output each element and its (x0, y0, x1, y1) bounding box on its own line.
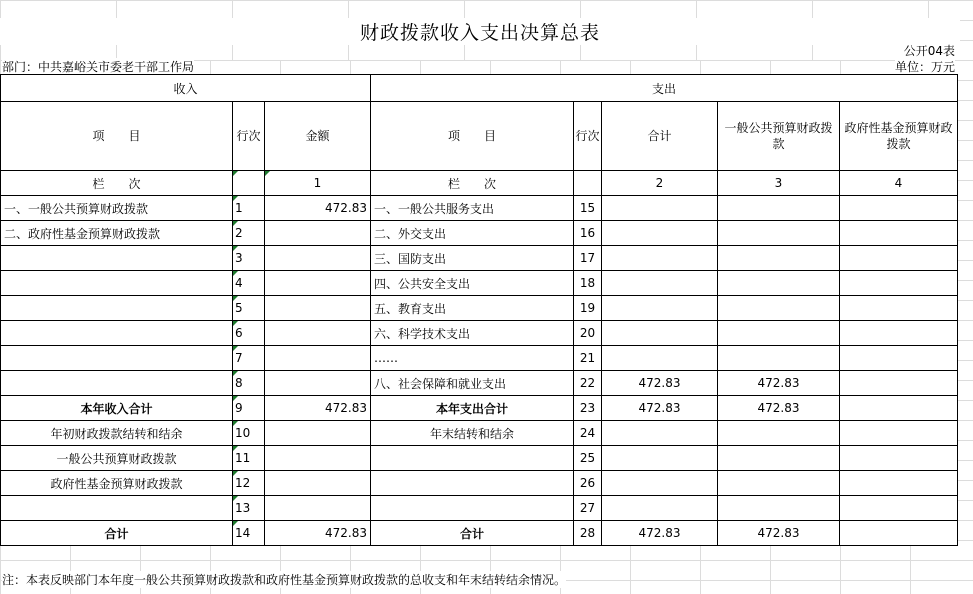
table-row (1, 221, 958, 246)
income-amount-cell[interactable] (265, 471, 371, 496)
income-item-cell[interactable] (1, 321, 233, 346)
table-row (1, 471, 958, 496)
expense-item-cell[interactable]: 四、公共安全支出 (371, 271, 574, 296)
income-item-cell[interactable]: 政府性基金预算财政拨款 (1, 471, 233, 496)
expense-item-cell[interactable]: 六、科学技术支出 (371, 321, 574, 346)
income-item-cell[interactable] (1, 246, 233, 271)
general-budget-cell[interactable]: 472.83 (718, 396, 840, 421)
gov-fund-cell[interactable] (840, 371, 958, 396)
table-row (1, 246, 958, 271)
expense-total-cell[interactable] (602, 271, 718, 296)
general-budget-cell[interactable]: 472.83 (718, 371, 840, 396)
income-item-cell[interactable]: 一般公共预算财政拨款 (1, 446, 233, 471)
expense-rowno-cell[interactable]: 16 (574, 221, 602, 246)
general-budget-cell[interactable] (718, 271, 840, 296)
expense-total-cell[interactable] (602, 346, 718, 371)
gov-fund-cell[interactable] (840, 496, 958, 521)
expense-rowno-header[interactable]: 行次 (574, 102, 602, 171)
income-amount-cell[interactable]: 472.83 (265, 196, 371, 221)
expense-total-cell[interactable]: 472.83 (602, 396, 718, 421)
income-amount-cell[interactable]: 472.83 (265, 521, 371, 546)
general-budget-cell[interactable] (718, 446, 840, 471)
gov-fund-cell[interactable] (840, 321, 958, 346)
income-amount-header[interactable]: 金额 (265, 102, 371, 171)
gov-fund-cell[interactable] (840, 346, 958, 371)
expense-rowno-cell[interactable]: 21 (574, 346, 602, 371)
table-row (1, 296, 958, 321)
table-row (1, 321, 958, 346)
column-index-2[interactable]: 2 (602, 171, 718, 196)
general-budget-cell[interactable] (718, 296, 840, 321)
expense-total-cell[interactable]: 472.83 (602, 371, 718, 396)
column-index-3[interactable]: 3 (718, 171, 840, 196)
income-amount-cell[interactable] (265, 346, 371, 371)
header-row-column-index (1, 171, 958, 196)
expense-rowno-cell[interactable]: 27 (574, 496, 602, 521)
expense-item-cell[interactable]: 三、国防支出 (371, 246, 574, 271)
form-number: 公开04表 (903, 44, 955, 58)
expense-item-cell[interactable] (371, 446, 574, 471)
gov-fund-cell[interactable] (840, 271, 958, 296)
expense-total-cell[interactable] (602, 246, 718, 271)
income-rowno-cell[interactable]: 3 (233, 246, 265, 271)
expense-column-label[interactable]: 栏 次 (371, 171, 574, 196)
general-budget-cell[interactable] (718, 471, 840, 496)
income-rowno-cell[interactable]: 12 (233, 471, 265, 496)
expense-item-cell[interactable]: 一、一般公共服务支出 (371, 196, 574, 221)
expense-rowno-cell[interactable]: 19 (574, 296, 602, 321)
column-index-4[interactable]: 4 (840, 171, 958, 196)
table-row (1, 196, 958, 221)
income-rowno-cell[interactable]: 6 (233, 321, 265, 346)
budget-table (0, 74, 958, 546)
income-amount-cell[interactable] (265, 446, 371, 471)
gov-fund-cell[interactable] (840, 396, 958, 421)
income-item-cell[interactable] (1, 346, 233, 371)
general-budget-cell[interactable] (718, 321, 840, 346)
income-rowno-cell[interactable]: 14 (233, 521, 265, 546)
income-item-cell[interactable]: 二、政府性基金预算财政拨款 (1, 221, 233, 246)
expense-rowno-cell[interactable]: 26 (574, 471, 602, 496)
expense-item-cell[interactable]: 八、社会保障和就业支出 (371, 371, 574, 396)
department-label: 部门：中共嘉峪关市委老干部工作局 (2, 60, 195, 74)
general-budget-cell[interactable] (718, 346, 840, 371)
expense-total-cell[interactable] (602, 446, 718, 471)
income-section-header[interactable]: 收入 (1, 75, 371, 102)
income-item-cell[interactable]: 合计 (1, 521, 233, 546)
income-rowno-cell[interactable]: 7 (233, 346, 265, 371)
income-amount-cell[interactable] (265, 371, 371, 396)
footnote: 注：本表反映部门本年度一般公共预算财政拨款和政府性基金预算财政拨款的总收支和年末结转结余情况。 (2, 573, 567, 587)
unit-label: 单位：万元 (894, 60, 955, 74)
table-row (1, 421, 958, 446)
income-amount-cell[interactable] (265, 321, 371, 346)
income-rowno-cell[interactable]: 11 (233, 446, 265, 471)
income-item-cell[interactable]: 一、一般公共预算财政拨款 (1, 196, 233, 221)
expense-rowno-cell[interactable]: 24 (574, 421, 602, 446)
table-row (1, 496, 958, 521)
table-row (1, 446, 958, 471)
gov-fund-cell[interactable] (840, 246, 958, 271)
gov-fund-header[interactable]: 政府性基金预算财政拨款 (840, 102, 958, 171)
income-item-cell[interactable] (1, 271, 233, 296)
table-body (1, 196, 958, 546)
expense-item-header[interactable]: 项 目 (371, 102, 574, 171)
gov-fund-cell[interactable] (840, 521, 958, 546)
income-rowno-cell[interactable]: 5 (233, 296, 265, 321)
income-rowno-cell[interactable]: 2 (233, 221, 265, 246)
expense-item-cell[interactable]: …… (371, 346, 574, 371)
expense-rowno-cell[interactable]: 17 (574, 246, 602, 271)
income-item-cell[interactable] (1, 296, 233, 321)
expense-total-cell[interactable] (602, 321, 718, 346)
general-budget-cell[interactable] (718, 421, 840, 446)
income-rowno-cell[interactable]: 9 (233, 396, 265, 421)
expense-column-rowno[interactable] (574, 171, 602, 196)
expense-total-cell[interactable] (602, 196, 718, 221)
table-row (1, 271, 958, 296)
expense-rowno-cell[interactable]: 20 (574, 321, 602, 346)
income-column-rowno[interactable] (233, 171, 265, 196)
expense-rowno-cell[interactable]: 23 (574, 396, 602, 421)
expense-item-cell[interactable]: 二、外交支出 (371, 221, 574, 246)
income-amount-cell[interactable]: 472.83 (265, 396, 371, 421)
gov-fund-cell[interactable] (840, 421, 958, 446)
income-item-header[interactable]: 项 目 (1, 102, 233, 171)
income-item-cell[interactable] (1, 371, 233, 396)
expense-item-cell[interactable]: 年末结转和结余 (371, 421, 574, 446)
expense-item-cell[interactable]: 五、教育支出 (371, 296, 574, 321)
header-row-sections (1, 75, 958, 102)
expense-rowno-cell[interactable]: 25 (574, 446, 602, 471)
income-rowno-header[interactable]: 行次 (233, 102, 265, 171)
column-index-1[interactable]: 1 (265, 171, 371, 196)
income-amount-cell[interactable] (265, 271, 371, 296)
income-rowno-cell[interactable]: 4 (233, 271, 265, 296)
general-budget-cell[interactable] (718, 246, 840, 271)
gov-fund-cell[interactable] (840, 196, 958, 221)
table-row (1, 521, 958, 546)
income-amount-cell[interactable] (265, 421, 371, 446)
income-amount-cell[interactable] (265, 221, 371, 246)
expense-item-cell[interactable]: 本年支出合计 (371, 396, 574, 421)
income-rowno-cell[interactable]: 10 (233, 421, 265, 446)
general-budget-cell[interactable] (718, 221, 840, 246)
general-budget-cell[interactable]: 472.83 (718, 521, 840, 546)
expense-rowno-cell[interactable]: 22 (574, 371, 602, 396)
gov-fund-cell[interactable] (840, 221, 958, 246)
expense-section-header[interactable]: 支出 (371, 75, 958, 102)
expense-total-header[interactable]: 合计 (602, 102, 718, 171)
income-rowno-cell[interactable]: 1 (233, 196, 265, 221)
expense-rowno-cell[interactable]: 28 (574, 521, 602, 546)
expense-item-cell[interactable]: 合计 (371, 521, 574, 546)
expense-item-cell[interactable] (371, 471, 574, 496)
gov-fund-cell[interactable] (840, 446, 958, 471)
expense-total-cell[interactable] (602, 296, 718, 321)
general-budget-cell[interactable] (718, 496, 840, 521)
expense-total-cell[interactable] (602, 221, 718, 246)
income-item-cell[interactable] (1, 496, 233, 521)
table-row (1, 346, 958, 371)
income-item-cell[interactable]: 本年收入合计 (1, 396, 233, 421)
income-column-label[interactable]: 栏 次 (1, 171, 233, 196)
gov-fund-cell[interactable] (840, 471, 958, 496)
expense-rowno-cell[interactable]: 18 (574, 271, 602, 296)
header-row-columns (1, 102, 958, 171)
general-budget-header[interactable]: 一般公共预算财政拨款 (718, 102, 840, 171)
gov-fund-cell[interactable] (840, 296, 958, 321)
expense-rowno-cell[interactable]: 15 (574, 196, 602, 221)
expense-total-cell[interactable] (602, 496, 718, 521)
expense-item-cell[interactable] (371, 496, 574, 521)
report-title: 财政拨款收入支出决算总表 (0, 18, 960, 45)
expense-total-cell[interactable]: 472.83 (602, 521, 718, 546)
table-row (1, 371, 958, 396)
expense-total-cell[interactable] (602, 421, 718, 446)
income-rowno-cell[interactable]: 13 (233, 496, 265, 521)
general-budget-cell[interactable] (718, 196, 840, 221)
expense-total-cell[interactable] (602, 471, 718, 496)
income-amount-cell[interactable] (265, 246, 371, 271)
table-row (1, 396, 958, 421)
income-amount-cell[interactable] (265, 296, 371, 321)
income-amount-cell[interactable] (265, 496, 371, 521)
income-item-cell[interactable]: 年初财政拨款结转和结余 (1, 421, 233, 446)
income-rowno-cell[interactable]: 8 (233, 371, 265, 396)
